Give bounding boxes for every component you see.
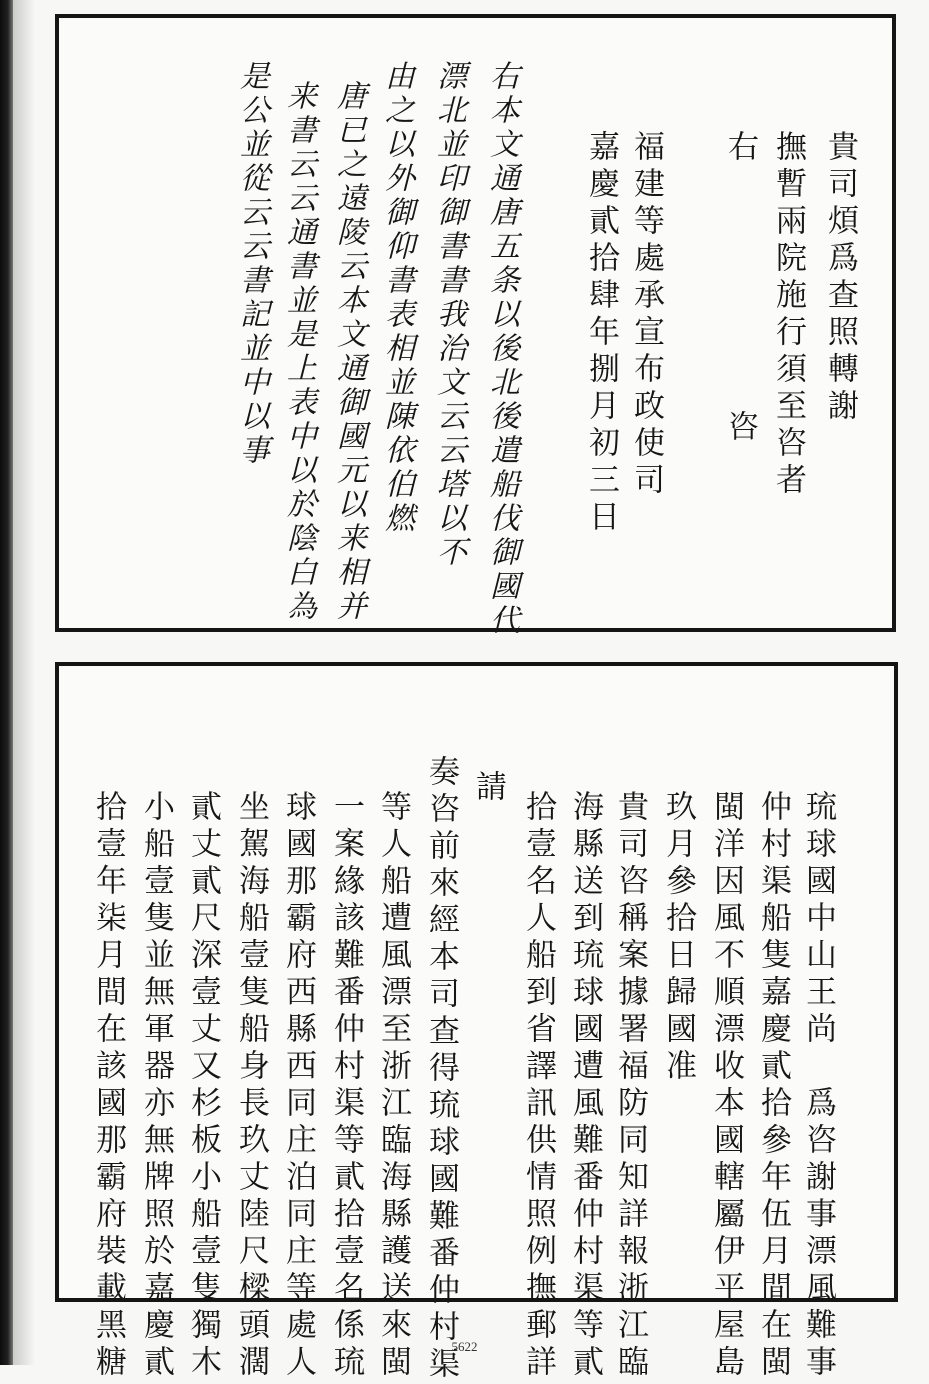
text-column: 貴司咨稱案據署福防同知詳報浙江臨 — [612, 790, 648, 1382]
text-column: 福建等處承宣布政使司 — [628, 130, 664, 500]
text-column: 右 — [722, 130, 758, 167]
text-column: 玖月參拾日歸國准 — [660, 790, 696, 1086]
text-column: 嘉慶貳拾肆年捌月初三日 — [583, 130, 619, 537]
text-column: 閩洋因風不順漂收本國轄屬伊平屋島 — [708, 790, 744, 1382]
text-column: 是公並從云云書記並中以事 — [234, 60, 269, 468]
text-column: 咨 — [722, 410, 758, 447]
text-column: 請 — [470, 770, 506, 807]
text-column: 奏咨前來經本司查得琉球國難番仲村渠 — [423, 755, 459, 1384]
text-column: 等人船遭風漂至浙江臨海縣護送來閩 — [375, 790, 411, 1382]
text-column: 球國那霸府西縣西同庄泊同庄等處人 — [280, 790, 316, 1382]
binding-shadow — [13, 0, 35, 1365]
text-column: 坐駕海船壹隻船身長玖丈陸尺樑頭濶 — [233, 790, 269, 1382]
text-column: 漂北並印御書書我治文云云塔以不 — [431, 60, 466, 570]
text-column: 拾壹名人船到省譯訊供情照例撫郵詳 — [520, 790, 556, 1382]
text-column: 撫暫兩院施行須至咨者 — [770, 130, 806, 500]
text-column: 海縣送到琉球國遭風難番仲村渠等貳 — [567, 790, 603, 1382]
page-number: 5622 — [451, 1339, 478, 1354]
text-column: 琉球國中山王尚 爲咨謝事漂風難事 — [800, 790, 836, 1382]
text-column: 右本文通唐五条以後北後遣船伐御國代 — [484, 60, 519, 638]
text-column: 拾壹年柒月間在該國那霸府裝載黑糖 — [90, 790, 126, 1382]
text-column: 貳丈貳尺深壹丈又杉板小船壹隻獨木 — [185, 790, 221, 1382]
book-binding-edge — [0, 0, 13, 1365]
text-column: 由之以外御仰書表相並陳依伯燃 — [379, 60, 414, 536]
text-column: 唐已之遠陵云本文通御國元以来相并 — [331, 80, 366, 624]
text-column: 一案緣該難番仲村渠等貳拾壹名係琉 — [328, 790, 364, 1382]
upper-text-columns — [59, 18, 892, 638]
text-column: 小船壹隻並無軍器亦無牌照於嘉慶貳 — [138, 790, 174, 1382]
upper-document-panel — [55, 14, 896, 638]
text-column: 貴司煩爲查照轉謝 — [822, 130, 858, 426]
text-column: 仲村渠船隻嘉慶貳拾參年伍月間在閩 — [755, 790, 791, 1382]
text-column: 来書云云通書並是上表中以於陰白為 — [281, 80, 316, 624]
